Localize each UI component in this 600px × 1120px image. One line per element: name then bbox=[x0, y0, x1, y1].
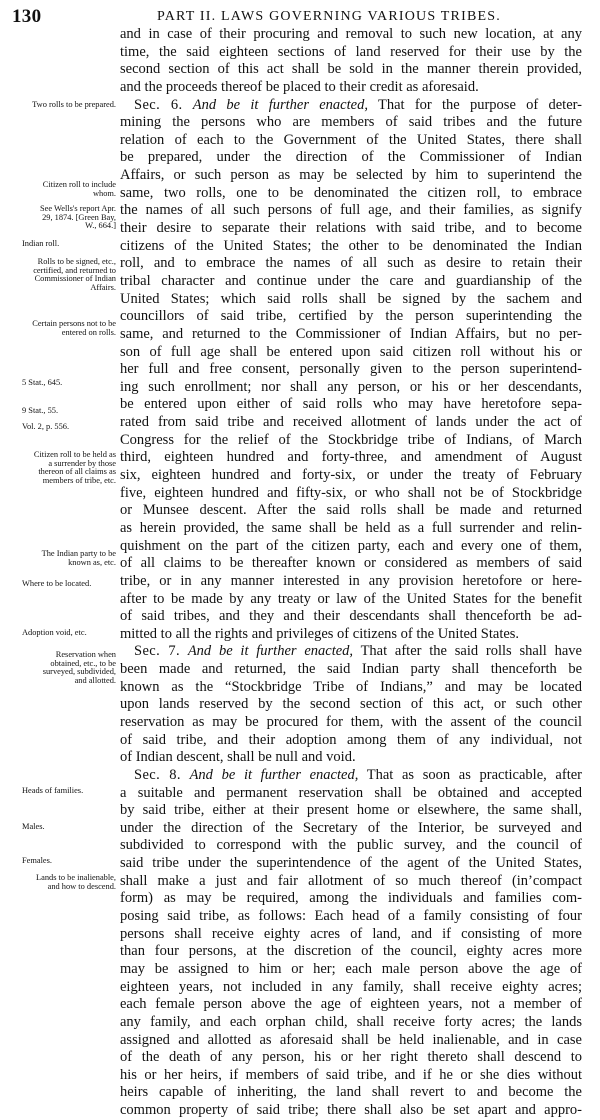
section-6-heading-line bbox=[120, 97, 582, 115]
side-note: 5 Stat., 645. bbox=[22, 378, 63, 387]
side-note: Males. bbox=[22, 822, 45, 831]
text-line: tribal character and continue under the care and guardianship of the bbox=[120, 272, 582, 289]
text-line: roll, and to embrace the names of all such as desire to retain their bbox=[120, 255, 582, 272]
page-number: 130 bbox=[12, 6, 42, 27]
text-line: five, eighteen hundred and fifty-six, or who shall not be of Stockbridge bbox=[120, 484, 582, 501]
side-note: The Indian party to be known as, etc. bbox=[41, 549, 116, 567]
text-line: of the death of any person, his or her right thereto shall descend to bbox=[120, 1049, 582, 1066]
section-label: Sec. 8. bbox=[134, 766, 181, 783]
body-text bbox=[120, 26, 582, 1120]
text-line: or Munsee descent. After the said rolls shall be made and returned bbox=[120, 502, 582, 519]
running-header bbox=[12, 6, 588, 28]
text-line: upon lands reserved by the second section of this act, or such other bbox=[120, 696, 582, 713]
text-line: been made and returned, the said Indian party shall thenceforth be bbox=[120, 661, 582, 678]
side-note: Rolls to be signed, etc., certified, and returned to Commissioner of Indian Affairs. bbox=[33, 257, 116, 292]
side-note: Two rolls to be prepared. bbox=[32, 100, 116, 109]
text-line: each female person above the age of eighteen years, not a member of bbox=[120, 996, 582, 1013]
side-note: Adoption void, etc. bbox=[22, 628, 87, 637]
text-line: and in case of their procuring and removal to such new location, at any bbox=[120, 26, 582, 42]
side-note: Heads of families. bbox=[22, 786, 84, 795]
side-note: Where to be located. bbox=[22, 579, 92, 588]
text-line: of said tribes, and they and their descendants shall thenceforth be ad- bbox=[120, 608, 582, 625]
text-line: reservation as may be procured for them, with the assent of the council bbox=[120, 713, 582, 730]
text-line: mining the persons who are members of said tribes and the future bbox=[120, 114, 582, 131]
text-line: relation of each to the Government of the United States, there shall bbox=[120, 131, 582, 148]
side-note: 9 Stat., 55. bbox=[22, 406, 59, 415]
text-fragment: That as soon as practicable, after bbox=[366, 766, 582, 783]
text-line: third, eighteen hundred and forty-three, and amendment of August bbox=[120, 449, 582, 466]
text-fragment: That for the purpose of deter- bbox=[377, 96, 582, 113]
text-line: than four persons, at the discretion of the council, eighty acres more bbox=[120, 943, 582, 960]
text-line: ing such enrollment; nor shall any person, or his or her descendants, bbox=[120, 378, 582, 395]
section-7-heading-line bbox=[120, 643, 582, 661]
text-line: of all claims to be thereafter known or considered as members of said bbox=[120, 555, 582, 572]
side-note: Vol. 2, p. 556. bbox=[22, 422, 70, 431]
side-note: See Wells's report Apr. 29, 1874. [Green Bay, W., 664.] bbox=[39, 204, 116, 231]
text-line: same, and returned to the Commissioner of Indian Affairs, but no per- bbox=[120, 325, 582, 342]
text-fragment: That after the said rolls shall have bbox=[360, 643, 582, 660]
text-line: subdivided to correspond with the public survey, and the council of bbox=[120, 837, 582, 854]
text-line: Congress for the relief of the Stockbridge tribe of Indians, of March bbox=[120, 431, 582, 448]
section-8-heading-line bbox=[120, 767, 582, 785]
side-note: Reservation when obtained, etc., to be surveyed, subdivided, and allotted. bbox=[42, 650, 116, 685]
text-line: form) as may be required, among the individuals and families com- bbox=[120, 890, 582, 907]
text-line: United States; which said rolls shall be signed by the sachem and bbox=[120, 290, 582, 307]
text-line: Affairs, or such person as may be selected by him to superintend the bbox=[120, 167, 582, 184]
text-line: known as the “Stockbridge Tribe of Indians,” and may be located bbox=[120, 678, 582, 695]
text-line: councillors of said tribe, certified by the person superintending the bbox=[120, 308, 582, 325]
text-line: be prepared, under the direction of the Commissioner of Indian bbox=[120, 149, 582, 166]
text-line: mitted to all the rights and privileges of citizens of the United States. bbox=[120, 625, 520, 642]
running-head-title: PART II. LAWS GOVERNING VARIOUS TRIBES. bbox=[157, 9, 501, 24]
text-line: of said tribe, and their adoption among them of any individual, not bbox=[120, 731, 582, 748]
text-line: six, eighteen hundred and forty-six, or under the treaty of February bbox=[120, 467, 582, 484]
text-line: assigned and allotted as aforesaid shall be held inalienable, and in case bbox=[120, 1031, 582, 1048]
section-label: Sec. 6. bbox=[134, 96, 183, 113]
text-line: heirs capable of inheriting, the land shall revert to and become the bbox=[120, 1084, 582, 1101]
text-line: a suitable and permanent reservation shall be obtained and accepted bbox=[120, 784, 582, 801]
text-line: her full and free consent, personally given to the person superintend- bbox=[120, 361, 582, 378]
text-line: citizens of the United States; the other to be denominated the Indian bbox=[120, 237, 582, 254]
side-note: Indian roll. bbox=[22, 239, 60, 248]
text-line: after to be made by any treaty or law of the United States for the benefit bbox=[120, 590, 582, 607]
side-note: Certain persons not to be entered on rolls. bbox=[32, 319, 116, 337]
text-line: rated from said tribe and received allotment of lands under the act of bbox=[120, 414, 582, 431]
text-line: posing said tribe, as follows: Each head of a family consisting of four bbox=[120, 908, 582, 925]
text-line: any family, and each orphan child, shall receive forty acres; the lands bbox=[120, 1013, 582, 1030]
text-line: as herein provided, the same shall be held as a full surrender and relin- bbox=[120, 519, 582, 536]
text-line: by said tribe, either at their present home or elsewhere, the same shall, bbox=[120, 802, 582, 819]
text-line: same, two rolls, one to be denominated the citizen roll, to embrace bbox=[120, 184, 582, 201]
section-label: Sec. 7. bbox=[134, 643, 181, 660]
text-line: their desire to separate their relations with said tribe, and to become bbox=[120, 220, 582, 237]
enacting-clause: And be it further enacted, bbox=[189, 766, 359, 783]
text-line: common property of said tribe; there shall also be set apart and appro- bbox=[120, 1102, 582, 1119]
side-note: Lands to be inalienable, and how to descend. bbox=[35, 873, 116, 891]
text-line: second section of this act shall be sold in the manner therein provided, bbox=[120, 61, 582, 78]
text-line: son of full age shall be entered upon said citizen roll without his or bbox=[120, 343, 582, 360]
text-line: may be assigned to him or her; each male person above the age of bbox=[120, 960, 582, 977]
text-line: be entered upon either of said rolls who may have heretofore sepa- bbox=[120, 396, 582, 413]
text-line: shall make a just and fair allotment of so much thereof (in’compact bbox=[120, 872, 582, 889]
text-line: said tribe under the superintendence of the agent of the United States, bbox=[120, 855, 582, 872]
text-line: and the proceeds thereof be placed to their credit as aforesaid. bbox=[120, 78, 479, 95]
text-line: persons shall receive eighty acres of land, and if consisting of more bbox=[120, 925, 582, 942]
text-line: tribe, or in any manner interested in any provision heretofore or here- bbox=[120, 572, 582, 589]
text-line: eighteen years, not included in any family, shall receive eighty acres; bbox=[120, 978, 582, 995]
text-line: quishment on the part of the citizen party, each and every one of them, bbox=[120, 537, 582, 554]
text-line: the names of all such persons of full age, and their families, as signify bbox=[120, 202, 582, 219]
text-line: under the direction of the Secretary of the Interior, be surveyed and bbox=[120, 819, 582, 836]
enacting-clause: And be it further enacted, bbox=[187, 643, 354, 660]
side-note: Citizen roll to be held as a surrender by those thereon of all claims as members of tribe, etc. bbox=[33, 450, 116, 485]
text-line: of Indian descent, shall be null and void. bbox=[120, 749, 356, 766]
side-note: Females. bbox=[22, 856, 53, 865]
text-line: time, the said eighteen sections of land reserved for their use by the bbox=[120, 43, 582, 60]
enacting-clause: And be it further enacted, bbox=[192, 96, 368, 113]
text-line: his or her heirs, if members of said tribe, and if he or she dies without bbox=[120, 1066, 582, 1083]
side-note: Citizen roll to include whom. bbox=[42, 180, 116, 198]
